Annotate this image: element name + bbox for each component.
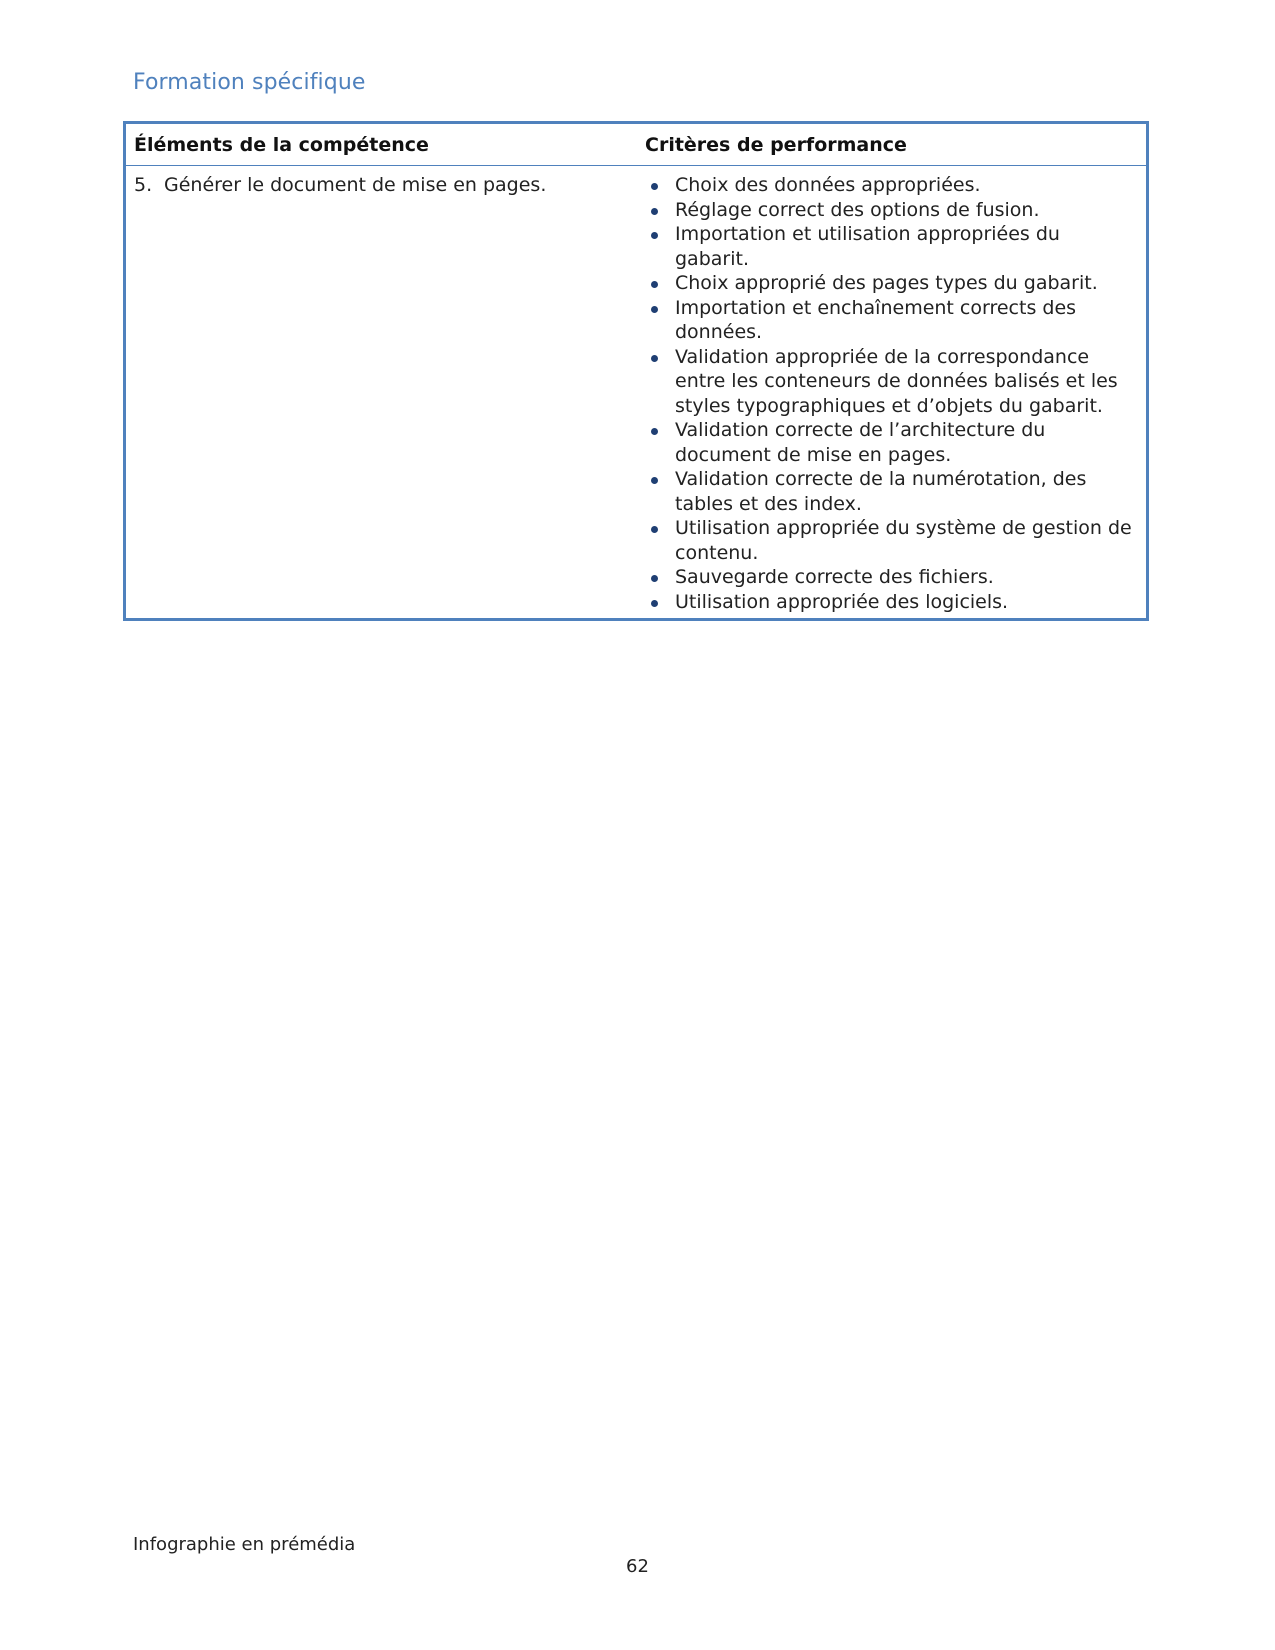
criteria-item [645, 198, 1138, 223]
element-number: 5. [134, 174, 153, 196]
bullet-icon [651, 306, 658, 313]
criteria-text: Sauvegarde correcte des fichiers. [675, 566, 994, 588]
criteria-item [645, 296, 1138, 345]
criteria-list [645, 173, 1138, 614]
header-criteria: Critères de performance [637, 123, 1148, 166]
page-number: 62 [626, 1556, 649, 1577]
criteria-text: Validation correcte de la numérotation, des tables et des index. [675, 468, 1087, 515]
element-cell [125, 166, 638, 620]
criteria-item [645, 565, 1138, 590]
bullet-icon [651, 477, 658, 484]
criteria-text: Utilisation appropriée des logiciels. [675, 590, 1009, 613]
competence-table [123, 121, 1149, 621]
bullet-icon [651, 355, 658, 362]
table-header-row [125, 123, 1148, 166]
bullet-icon [651, 526, 658, 533]
bullet-icon [651, 281, 658, 288]
criteria-item [645, 590, 1138, 615]
table-row [125, 166, 1148, 620]
bullet-icon [651, 232, 658, 239]
criteria-text: Choix approprié des pages types du gabarit. [675, 272, 1098, 294]
criteria-item [645, 222, 1138, 271]
bullet-icon [651, 183, 658, 190]
element-item [134, 173, 629, 198]
criteria-item [645, 345, 1138, 419]
criteria-text: Importation et utilisation appropriées du gabarit. [675, 223, 1060, 270]
bullet-icon [651, 208, 658, 215]
criteria-text: Utilisation appropriée du système de gestion de contenu. [675, 517, 1132, 564]
criteria-text: Réglage correct des options de fusion. [675, 198, 1040, 221]
criteria-text: Validation appropriée de la correspondance entre les conteneurs de données balisés et les styles typographiques et d’objets du gabarit. [675, 345, 1118, 417]
criteria-item [645, 467, 1138, 516]
element-text: Générer le document de mise en pages. [164, 174, 547, 196]
criteria-text: Choix des données appropriées. [675, 174, 981, 196]
bullet-icon [651, 428, 658, 435]
criteria-item [645, 173, 1138, 198]
footer-document-title: Infographie en prémédia [133, 1534, 356, 1555]
criteria-cell [637, 166, 1148, 620]
criteria-item [645, 271, 1138, 296]
criteria-text: Validation correcte de l’architecture du document de mise en pages. [675, 419, 1046, 466]
section-title: Formation spécifique [133, 70, 366, 95]
header-elements: Éléments de la compétence [125, 123, 638, 166]
bullet-icon [651, 600, 658, 607]
criteria-text: Importation et enchaînement corrects des données. [675, 296, 1077, 343]
bullet-icon [651, 575, 658, 582]
criteria-item [645, 516, 1138, 565]
criteria-item [645, 418, 1138, 467]
